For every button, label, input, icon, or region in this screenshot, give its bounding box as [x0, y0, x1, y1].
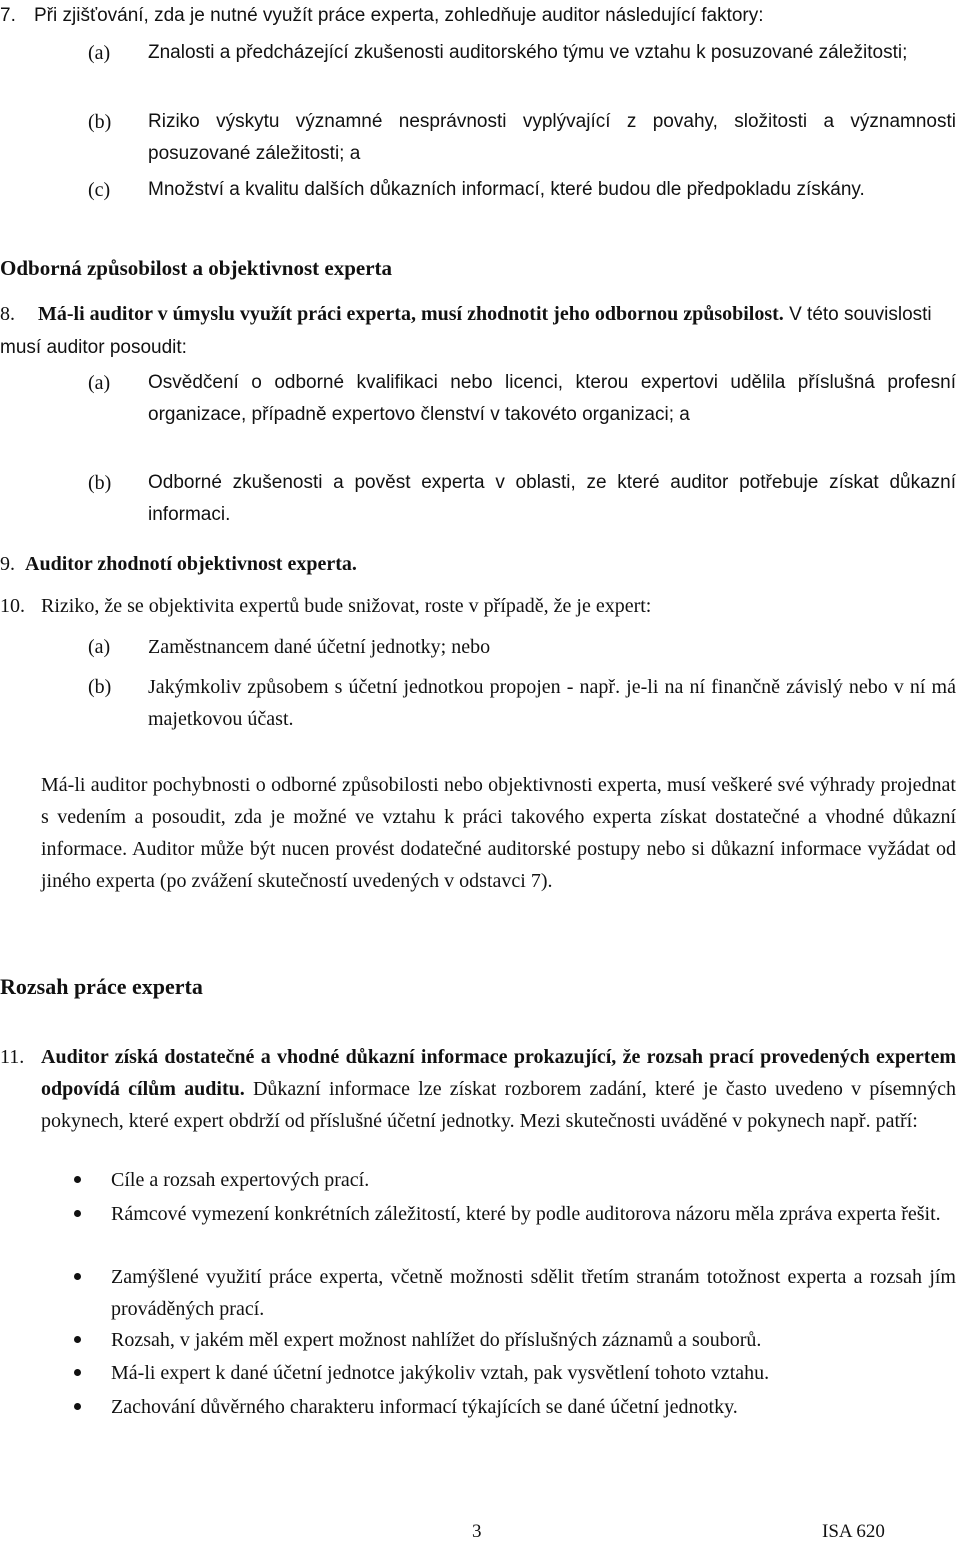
paragraph-10-item-b-label: (b)	[88, 676, 112, 698]
paragraph-7-text: Při zjišťování, zda je nutné využít práce experta, zohledňuje auditor následující faktory:	[34, 5, 764, 26]
paragraph-11-number: 11.	[0, 1046, 25, 1068]
bullet-2-text: Rámcové vymezení konkrétních záležitostí, které by podle auditorova názoru měla zpráva experta řešit.	[111, 1203, 941, 1225]
page-number: 3	[472, 1521, 482, 1542]
paragraph-7-item-c-label: (c)	[88, 179, 111, 201]
paragraph-7-item-a-text: Znalosti a předcházející zkušenosti auditorského týmu ve vztahu k posuzované záležitosti;	[148, 42, 908, 63]
paragraph-11-body	[41, 1041, 956, 1137]
paragraph-8-number: 8.	[0, 303, 15, 325]
bullet-4-dot	[74, 1336, 81, 1343]
doubt-paragraph: Má-li auditor pochybnosti o odborné způsobilosti nebo objektivnosti experta, musí veškeré své výhrady projednat s vedením a posoudit, zda je možné ve vztahu k práci takového experta získat dostatečné a vhodné důkazní informace. Auditor může být nucen provést dodatečné auditorské postupy nebo si důkazní informace vyžádat od jiného experta (po zvážení skutečností uvedených v odstavci 7).	[41, 774, 956, 892]
bullet-4-text: Rozsah, v jakém měl expert možnost nahlížet do příslušných záznamů a souborů.	[111, 1329, 762, 1351]
section-heading-competence: Odborná způsobilost a objektivnost experta	[0, 256, 393, 280]
paragraph-8-rest: V této souvislosti musí auditor posoudit:	[0, 304, 932, 358]
bullet-3-dot	[74, 1273, 81, 1280]
bullet-5-text: Má-li expert k dané účetní jednotce jakýkoliv vztah, pak vysvětlení tohoto vztahu.	[111, 1362, 770, 1384]
bullet-5-dot	[74, 1369, 81, 1376]
paragraph-7-item-a-label: (a)	[88, 42, 111, 64]
paragraph-10-number: 10.	[0, 595, 25, 617]
paragraph-10-item-b-text: Jakýmkoliv způsobem s účetní jednotkou propojen - např. je-li na ní finančně závislý nebo v ní má majetkovou účast.	[148, 676, 956, 730]
bullet-1-text: Cíle a rozsah expertových prací.	[111, 1169, 370, 1191]
bullet-3-text: Zamýšlené využití práce experta, včetně možnosti sdělit třetím stranám totožnost experta a rozsah jím prováděných prací.	[111, 1266, 956, 1320]
bullet-1-dot	[74, 1176, 81, 1183]
paragraph-8-bold: Má-li auditor v úmyslu využít práci experta, musí zhodnotit jeho odbornou způsobilost.	[38, 303, 784, 325]
bullet-6-text: Zachování důvěrného charakteru informací týkajících se dané účetní jednotky.	[111, 1396, 738, 1418]
paragraph-7-item-c-text: Množství a kvalitu dalších důkazních informací, které budou dle předpokladu získány.	[148, 179, 865, 200]
paragraph-7-number: 7.	[0, 5, 16, 26]
paragraph-8-item-a-label: (a)	[88, 372, 111, 394]
paragraph-9-number: 9.	[0, 553, 15, 575]
paragraph-7-item-b-text: Riziko výskytu významné nesprávnosti vyplývající z povahy, složitosti a významnosti posuzované záležitosti; a	[148, 111, 956, 164]
bullet-2-dot	[74, 1210, 81, 1217]
paragraph-8-item-a-text: Osvědčení o odborné kvalifikaci nebo licenci, kterou expertovi udělila příslušná profesní organizace, případně expertovo členství v takovéto organizaci; a	[148, 372, 956, 425]
paragraph-10-text: Riziko, že se objektivita expertů bude snižovat, roste v případě, že je expert:	[41, 595, 652, 617]
section-heading-scope: Rozsah práce experta	[0, 974, 203, 999]
paragraph-11-bold: Auditor získá dostatečné a vhodné důkazní informace prokazující, že rozsah prací provedených expertem odpovídá cílům auditu.	[41, 1046, 956, 1100]
paragraph-8-item-b-text: Odborné zkušenosti a pověst experta v oblasti, ze které auditor potřebuje získat důkazní informaci.	[148, 472, 956, 525]
paragraph-10-item-a-text: Zaměstnancem dané účetní jednotky; nebo	[148, 636, 491, 658]
paragraph-11-rest: Důkazní informace lze získat rozborem zadání, které je často uvedeno v písemných pokynech, které expert obdrží od příslušné účetní jednotky. Mezi skutečnosti uváděné v pokynech např. patří:	[41, 1078, 956, 1132]
document-label: ISA 620	[822, 1521, 885, 1542]
bullet-6-dot	[74, 1403, 81, 1410]
paragraph-9-text: Auditor zhodnotí objektivnost experta.	[25, 553, 357, 575]
paragraph-8-body	[0, 298, 956, 364]
paragraph-10-item-a-label: (a)	[88, 636, 111, 658]
paragraph-8-item-b-label: (b)	[88, 472, 112, 494]
paragraph-7-item-b-label: (b)	[88, 111, 112, 133]
